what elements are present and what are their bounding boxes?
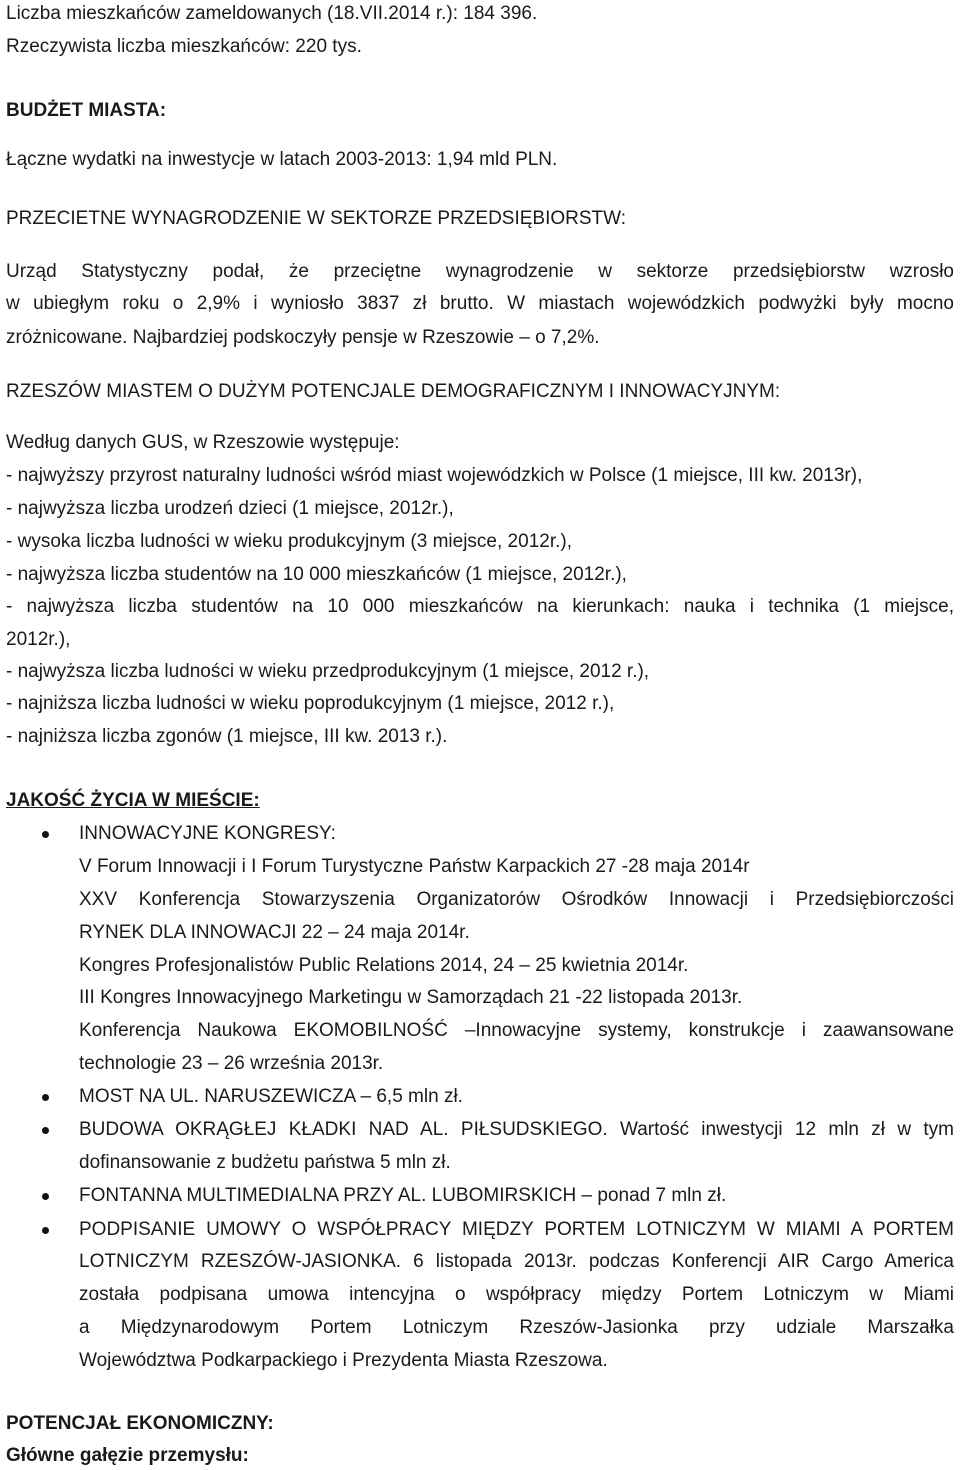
- industry-subheading: Główne gałęzie przemysłu:: [6, 1445, 249, 1466]
- demography-item: - wysoka liczba ludności w wieku produkcyjnym (3 miejsce, 2012r.),: [6, 531, 572, 552]
- demography-item: - najniższa liczba ludności w wieku poprodukcyjnym (1 miejsce, 2012 r.),: [6, 693, 615, 714]
- congress-item: XXV Konferencja Stowarzyszenia Organizatorów Ośrodków Innowacji i Przedsiębiorczości: [79, 889, 954, 910]
- footbridge-item: dofinansowanie z budżetu państwa 5 mln zł.: [79, 1152, 451, 1173]
- demography-item: - najwyższa liczba studentów na 10 000 mieszkańców (1 miejsce, 2012r.),: [6, 564, 627, 585]
- demography-item: 2012r.),: [6, 629, 71, 650]
- demography-item: - najwyższa liczba studentów na 10 000 mieszkańców na kierunkach: nauka i technika (1 miejsce,: [6, 596, 954, 617]
- footbridge-item: BUDOWA OKRĄGŁEJ KŁADKI NAD AL. PIŁSUDSKIEGO. Wartość inwestycji 12 mln zł w tym: [79, 1119, 954, 1140]
- salary-text-line: zróżnicowane. Najbardziej podskoczyły pensje w Rzeszowie – o 7,2%.: [6, 327, 600, 348]
- demography-item: - najwyższa liczba ludności w wieku przedprodukcyjnym (1 miejsce, 2012 r.),: [6, 661, 650, 682]
- congress-item: Kongres Profesjonalistów Public Relations 2014, 24 – 25 kwietnia 2014r.: [79, 955, 689, 976]
- congress-item: V Forum Innowacji i I Forum Turystyczne Państw Karpackich 27 -28 maja 2014r: [79, 856, 750, 877]
- quality-heading: JAKOŚĆ ŻYCIA W MIEŚCIE:: [6, 790, 260, 811]
- economy-heading: POTENCJAŁ EKONOMICZNY:: [6, 1413, 274, 1434]
- demography-intro: Według danych GUS, w Rzeszowie występuje:: [6, 432, 400, 453]
- congress-item: technologie 23 – 26 września 2013r.: [79, 1053, 384, 1074]
- bullet-icon: [42, 1127, 49, 1134]
- bullet-icon: [42, 1193, 49, 1200]
- agreement-item: została podpisana umowa intencyjna o współpracy między Portem Lotniczym w Miami: [79, 1284, 954, 1305]
- bullet-icon: [42, 1227, 49, 1234]
- budget-investments: Łączne wydatki na inwestycje w latach 2003-2013: 1,94 mld PLN.: [6, 149, 558, 170]
- demography-item: - najwyższy przyrost naturalny ludności wśród miast wojewódzkich w Polsce (1 miejsce, III kw. 2013r),: [6, 465, 863, 486]
- salary-text-line: Urząd Statystyczny podał, że przeciętne wynagrodzenie w sektorze przedsiębiorstw wzrosło: [6, 261, 954, 282]
- budget-heading: BUDŻET MIASTA:: [6, 100, 167, 121]
- congress-item: III Kongres Innowacyjnego Marketingu w Samorządach 21 -22 listopada 2013r.: [79, 987, 743, 1008]
- salary-heading: PRZECIETNE WYNAGRODZENIE W SEKTORZE PRZEDSIĘBIORSTW:: [6, 208, 627, 229]
- actual-residents: Rzeczywista liczba mieszkańców: 220 tys.: [6, 36, 362, 57]
- fountain-item: FONTANNA MULTIMEDIALNA PRZY AL. LUBOMIRSKICH – ponad 7 mln zł.: [79, 1185, 727, 1206]
- bullet-icon: [42, 831, 49, 838]
- agreement-item: LOTNICZYM RZESZÓW-JASIONKA. 6 listopada 2013r. podczas Konferencji AIR Cargo America: [79, 1251, 954, 1272]
- registered-residents: Liczba mieszkańców zameldowanych (18.VII.2014 r.): 184 396.: [6, 3, 538, 24]
- bridge-item: MOST NA UL. NARUSZEWICZA – 6,5 mln zł.: [79, 1086, 463, 1107]
- agreement-item: PODPISANIE UMOWY O WSPÓŁPRACY MIĘDZY PORTEM LOTNICZYM W MIAMI A PORTEM: [79, 1219, 954, 1240]
- bullet-icon: [42, 1094, 49, 1101]
- agreement-item: a Międzynarodowym Portem Lotniczym Rzeszów-Jasionka przy udziale Marszałka: [79, 1317, 954, 1338]
- demography-item: - najwyższa liczba urodzeń dzieci (1 miejsce, 2012r.),: [6, 498, 454, 519]
- agreement-item: Województwa Podkarpackiego i Prezydenta Miasta Rzeszowa.: [79, 1350, 608, 1371]
- congress-item: Konferencja Naukowa EKOMOBILNOŚĆ –Innowacyjne systemy, konstrukcje i zaawansowane: [79, 1020, 954, 1041]
- demography-item: - najniższa liczba zgonów (1 miejsce, III kw. 2013 r.).: [6, 726, 448, 747]
- congress-item: RYNEK DLA INNOWACJI 22 – 24 maja 2014r.: [79, 922, 470, 943]
- salary-text-line: w ubiegłym roku o 2,9% i wyniosło 3837 zł brutto. W miastach wojewódzkich podwyżki były mocno: [6, 293, 954, 314]
- demography-heading: RZESZÓW MIASTEM O DUŻYM POTENCJALE DEMOGRAFICZNYM I INNOWACYJNYM:: [6, 381, 781, 402]
- congresses-title: INNOWACYJNE KONGRESY:: [79, 823, 336, 844]
